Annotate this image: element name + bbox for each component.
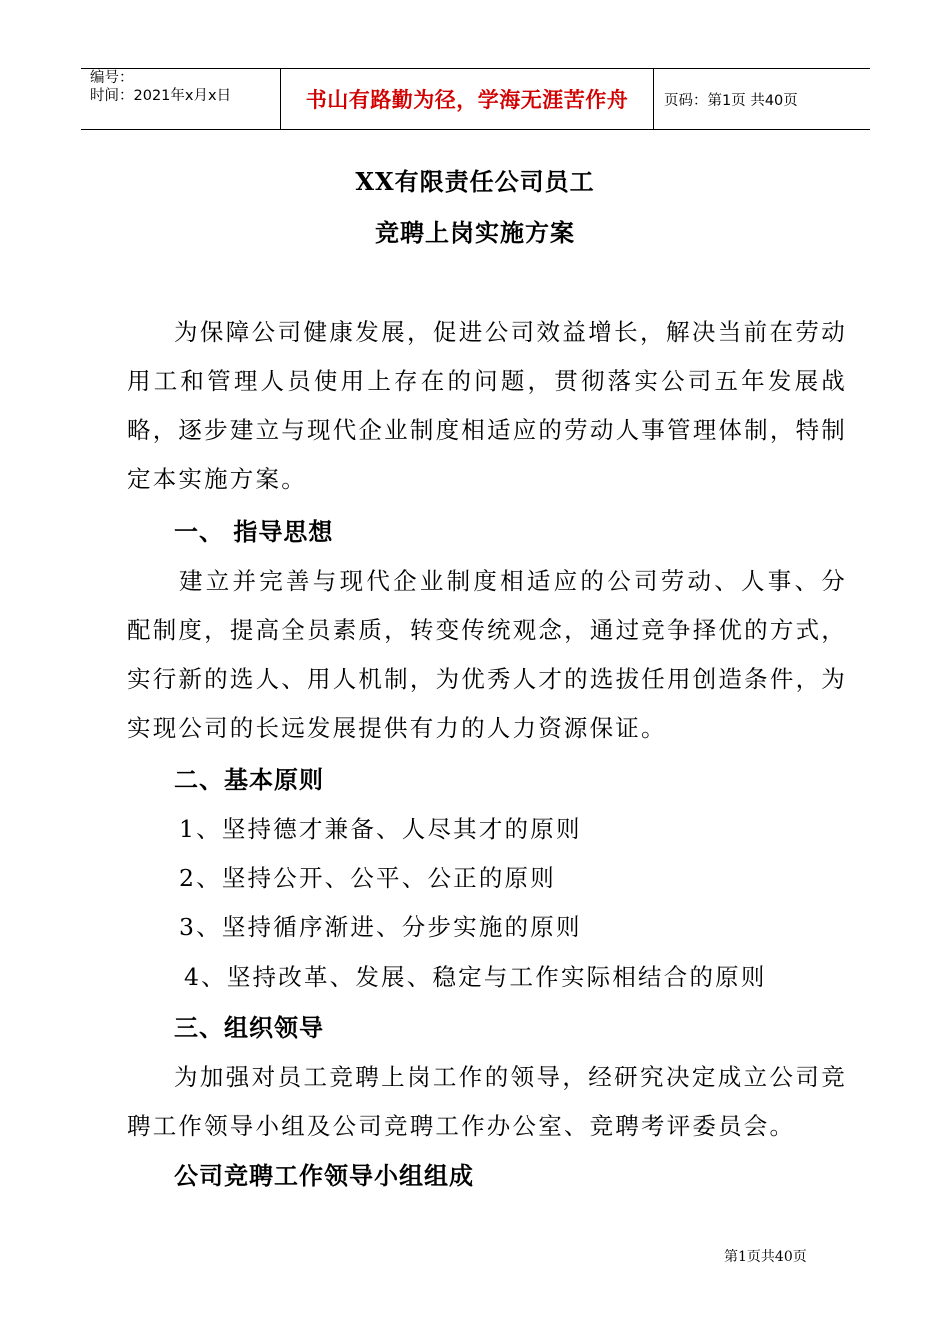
- header-number-label: 编号：: [90, 70, 134, 86]
- header-date-label: 时间：2021年x月x日: [90, 88, 232, 104]
- page-header: [81, 68, 870, 130]
- principle-item: 4、坚持改革、发展、稳定与工作实际相结合的原则: [184, 963, 767, 991]
- page-footer: 第1页共40页: [724, 1249, 807, 1265]
- header-meta: [81, 69, 281, 129]
- section3-heading: 三、组织领导: [174, 1013, 324, 1042]
- section3-paragraph: 为加强对员工竞聘上岗工作的领导，经研究决定成立公司竞聘工作领导小组及公司竞聘工作办公室、竞聘考评委员会。: [127, 1063, 847, 1140]
- document-title-line1: XX有限责任公司员工: [355, 167, 595, 196]
- header-page-info: 页码：第1页 共40页: [664, 92, 798, 109]
- principle-item: 2、坚持公开、公平、公正的原则: [179, 864, 556, 892]
- principle-item: 3、坚持循序渐进、分步实施的原则: [179, 913, 582, 941]
- principle-item: 1、坚持德才兼备、人尽其才的原则: [179, 815, 582, 843]
- document-title-line2: 竞聘上岗实施方案: [375, 218, 575, 247]
- intro-paragraph: 为保障公司健康发展，促进公司效益增长，解决当前在劳动用工和管理人员使用上存在的问题，贯彻落实公司五年发展战略，逐步建立与现代企业制度相适应的劳动人事管理体制，特制定本实施方案。: [127, 318, 847, 493]
- section2-heading: 二、基本原则: [174, 765, 324, 794]
- section1-paragraph: 建立并完善与现代企业制度相适应的公司劳动、人事、分配制度，提高全员素质，转变传统观念，通过竞争择优的方式，实行新的选人、用人机制，为优秀人才的选拔任用创造条件，为实现公司的长远发展提供有力的人力资源保证。: [127, 567, 847, 742]
- header-motto: 书山有路勤为径，学海无涯苦作舟: [281, 69, 654, 129]
- section3-subheading: 公司竞聘工作领导小组组成: [174, 1161, 474, 1190]
- section1-heading: 一、 指导思想: [174, 517, 334, 546]
